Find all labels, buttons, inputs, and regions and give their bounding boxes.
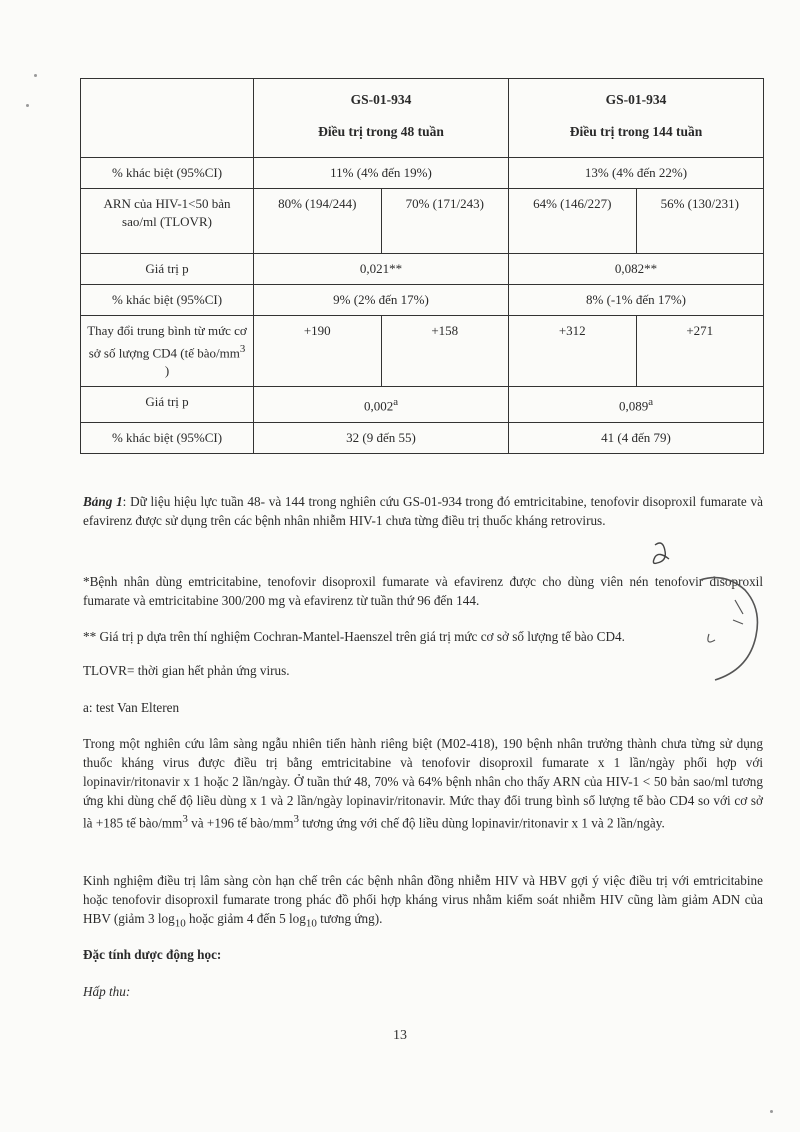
cell-144w-value: 0,089 xyxy=(618,398,649,414)
para2-sub1: 10 xyxy=(174,917,186,930)
caption-text: : Dữ liệu hiệu lực tuần 48- và 144 trong nghiên cứu GS-01-934 trong đó emtricitabine, tenofovir disoproxil fumarate và efavirenz được sử dụng trên các bệnh nhân nhiễm HIV-1 chưa từng điều trị thuốc kháng retrovirus. xyxy=(83,494,763,528)
table-caption xyxy=(83,492,763,530)
scan-speck xyxy=(34,74,37,77)
row-label-sup: 3 xyxy=(239,343,246,355)
efficacy-table xyxy=(80,78,764,454)
section-subheading: Hấp thu: xyxy=(83,984,131,999)
row-label: % khác biệt (95%CI) xyxy=(81,285,254,316)
table-row xyxy=(81,387,764,422)
table-header-empty xyxy=(81,79,254,158)
header-144w-title: GS-01-934 xyxy=(605,92,667,107)
cell-48w: 11% (4% đến 19%) xyxy=(254,158,509,189)
cell-144w-arm1: 64% (146/227) xyxy=(509,189,637,254)
scan-speck xyxy=(770,1110,773,1113)
para2-part3: tương ứng). xyxy=(316,911,383,926)
cell-48w-value: 0,002 xyxy=(363,398,394,414)
footnote-star: *Bệnh nhân dùng emtricitabine, tenofovir disoproxil fumarate và efavirenz được cho dùng viên nén tenofovir disoproxil fumarate và emtricitabine 300/200 mg và efavirenz từ tuần thứ 96 đến 144. xyxy=(83,574,763,608)
header-144w-sub: Điều trị trong 144 tuần xyxy=(569,124,703,139)
cell-144w xyxy=(509,387,764,422)
paragraph-m02-418 xyxy=(83,734,763,832)
table-row xyxy=(81,254,764,285)
row-label-text: Thay đổi trung bình từ mức cơ sở số lượng CD4 (tế bào/mm xyxy=(87,323,247,361)
row-label-tail: ) xyxy=(164,363,170,379)
para2-sub2: 10 xyxy=(305,917,317,930)
cell-144w-arm1: +312 xyxy=(509,316,637,387)
cell-48w-arm2: +158 xyxy=(381,316,509,387)
table-row xyxy=(81,316,764,387)
cell-48w: 0,021** xyxy=(254,254,509,285)
table-header-144w xyxy=(509,79,764,158)
cell-48w xyxy=(254,387,509,422)
scan-speck xyxy=(26,104,29,107)
cell-48w-sup: a xyxy=(393,396,399,409)
cell-144w: 41 (4 đến 79) xyxy=(509,422,764,453)
para1-part1: Trong một nghiên cứu lâm sàng ngẫu nhiên tiến hành riêng biệt (M02-418), 190 bệnh nhân trưởng thành chưa từng sử dụng thuốc kháng virus được điều trị bằng emtricitabine và tenofovir disoproxil fumarate x 1 lần/ngày phối hợp với lopinavir/ritonavir x 1 hoặc 2 lần/ngày. Ở tuần thứ 48, 70% và 64% bệnh nhân cho thấy ARN của HIV-1 < 50 bản sao/ml tương ứng khi dùng chế độ liều dùng x 1 và 2 lần/ngày lopinavir/ritonavir. Mức thay đổi trung bình số lượng tế bào CD4 so với cơ sở là +185 tế bào/mm xyxy=(83,736,763,831)
cell-144w-arm2: 56% (130/231) xyxy=(636,189,764,254)
cell-144w: 0,082** xyxy=(509,254,764,285)
para2-part2: hoặc giảm 4 đến 5 log xyxy=(185,911,306,926)
cell-48w-arm2: 70% (171/243) xyxy=(381,189,509,254)
table-header-48w xyxy=(254,79,509,158)
row-label: % khác biệt (95%CI) xyxy=(81,158,254,189)
cell-144w: 13% (4% đến 22%) xyxy=(509,158,764,189)
table-row xyxy=(81,285,764,316)
table-row xyxy=(81,158,764,189)
row-label: Giá trị p xyxy=(81,254,254,285)
page-number: 13 xyxy=(393,1028,407,1043)
para1-sup1: 3 xyxy=(182,813,188,825)
caption-label: Bảng 1 xyxy=(83,494,123,509)
paragraph-hiv-hbv xyxy=(83,871,763,934)
footnote-tlovr: TLOVR= thời gian hết phản ứng virus. xyxy=(83,663,290,678)
para1-part2: và +196 tế bào/mm xyxy=(187,815,294,831)
para2-part1: Kinh nghiệm điều trị lâm sàng còn hạn chế trên các bệnh nhân đồng nhiễm HIV và HBV gợi ý việc điều trị với emtricitabine hoặc tenofovir disoproxil fumarate trong phác đồ phối hợp kháng virus nhằm kiểm soát nhiễm HIV cũng làm giảm ADN của HBV (giảm 3 log xyxy=(83,873,763,926)
header-48w-title: GS-01-934 xyxy=(350,92,412,107)
header-48w-sub: Điều trị trong 48 tuần xyxy=(318,124,444,139)
row-label: Giá trị p xyxy=(81,387,254,422)
cell-48w: 32 (9 đến 55) xyxy=(254,422,509,453)
row-label xyxy=(81,316,254,387)
signature-stamp-icon xyxy=(645,540,765,700)
section-heading: Đặc tính dược động học: xyxy=(83,947,222,962)
cell-48w: 9% (2% đến 17%) xyxy=(254,285,509,316)
cell-144w-sup: a xyxy=(648,396,654,409)
table-row xyxy=(81,422,764,453)
footnote-double-star: ** Giá trị p dựa trên thí nghiệm Cochran-Mantel-Haenszel trên giá trị mức cơ sở số lượng tế bào CD4. xyxy=(83,629,625,644)
table-row xyxy=(81,189,764,254)
cell-144w: 8% (-1% đến 17%) xyxy=(509,285,764,316)
row-label: % khác biệt (95%CI) xyxy=(81,422,254,453)
cell-144w-arm2: +271 xyxy=(636,316,764,387)
cell-48w-arm1: 80% (194/244) xyxy=(254,189,382,254)
cell-48w-arm1: +190 xyxy=(254,316,382,387)
footnote-a: a: test Van Elteren xyxy=(83,700,180,715)
row-label: ARN của HIV-1<50 bản sao/ml (TLOVR) xyxy=(81,189,254,254)
table-header-row xyxy=(81,79,764,158)
para1-sup2: 3 xyxy=(293,813,299,825)
para1-part3: tương ứng với chế độ liều dùng lopinavir/ritonavir x 1 và 2 lần/ngày. xyxy=(298,815,665,831)
